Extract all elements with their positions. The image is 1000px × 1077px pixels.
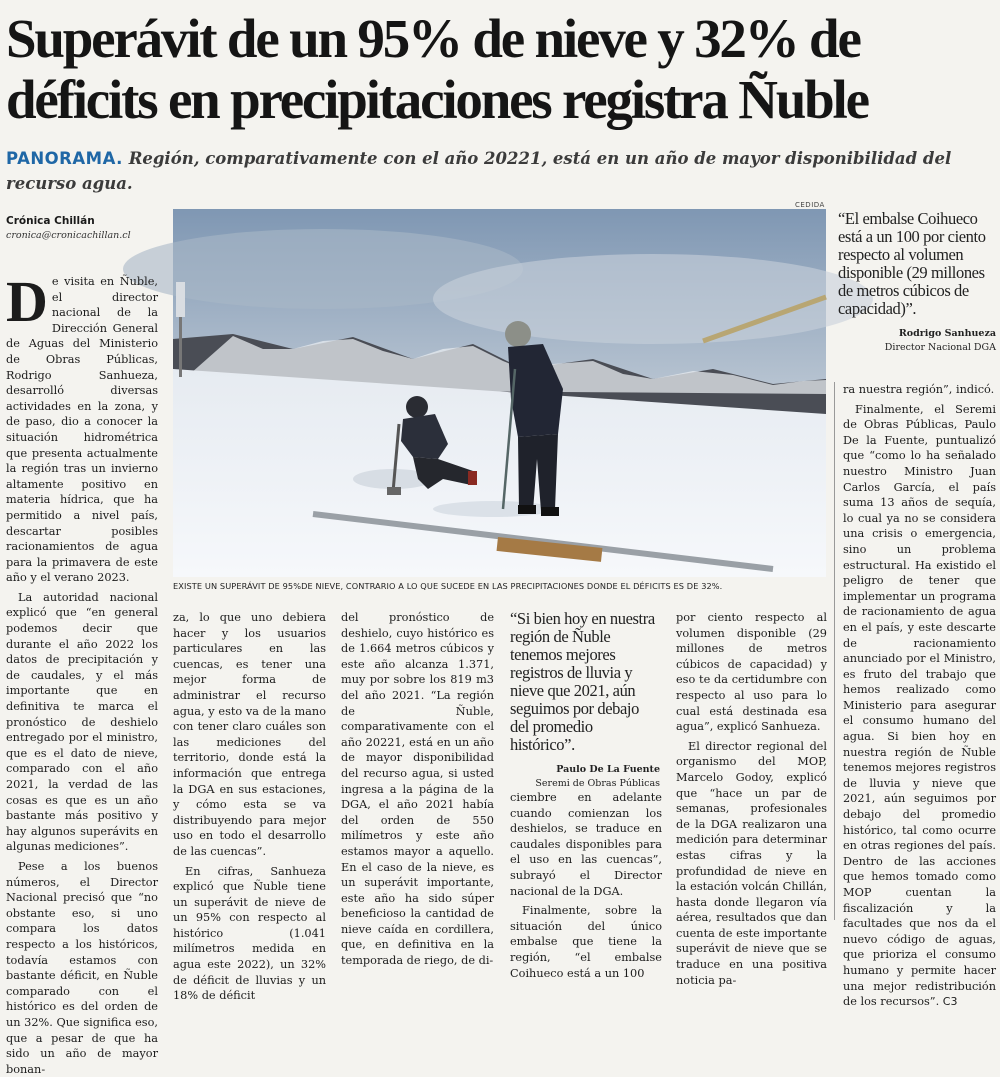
body-paragraph: por ciento respecto al volumen disponible (29 millones de metros cúbicos de capacidad) y eso te da certidumbre con respecto al uso para lo cual está destinada esa agua”, explicó Sanhueza. [676, 611, 827, 734]
body-paragraph: del pronóstico de deshielo, cuyo histórico es de 1.664 metros cúbicos y este año alcanza 1.371, muy por sobre los 819 m3 del año 2021. “La región de Ñuble, comparativamente con el año 20221, está en un año de mayor disponibilidad del recurso agua, si usted ingresa a la página de la DGA, el año 2021 había del orden de 550 milímetros y este año estamos mayor a aquello. En el caso de la nieve, es un superávit importante, este año ha sido súper beneficioso la cantidad de nieve caída en cordillera, que, en definitiva en la temporada de riego, de di- [341, 611, 494, 968]
headline-line-2: déficits en precipitaciones registra Ñuble [6, 69, 868, 130]
pull-quote-name: Paulo De La Fuente [556, 764, 660, 775]
body-paragraph: Finalmente, sobre la situación del único embalse que tiene la región, “el embalse Coihueco está a un 100 [510, 904, 662, 980]
pull-quote-sanhueza [838, 210, 996, 353]
body-column-2 [173, 610, 326, 1003]
byline-email[interactable]: cronica@cronicachillan.cl [6, 230, 131, 241]
headline-line-1: Superávit de un 95% de nieve y 32% de [6, 8, 860, 69]
end-mark-icon: C3 [942, 995, 958, 1009]
lead-paragraph [6, 146, 966, 196]
body-column-1 [6, 269, 158, 1076]
body-paragraph: Finalmente, el Seremi de Obras Públicas, Paulo De la Fuente, puntualizó que “como lo ha señalado nuestro Ministro Juan Carlos García, el país suma 13 años de sequía, lo cual ya no se considera una crisis o emergencia, sino un problema estructural. Ha existido el peligro de tener que implementar un programa de racionamiento de agua en el país, y este descarte de racionamiento anunciado por el Ministro, es fruto del trabajo que hemos realizado como Ministerio para asegurar el consumo humano del agua. Si bien hoy en nuestra región de Ñuble tenemos mejores registros de lluvia y nieve que 2021, aún seguimos por debajo del promedio histórico, tal como ocurre en otras regiones del país. Dentro de las acciones que hemos tomado como MOP cuentan la fiscalización y la facultades que nos da el nuevo código de aguas, que prioriza el consumo humano y permite hacer una mejor redistribución de los recursos”. C3 [843, 402, 996, 1009]
drop-cap: D [6, 269, 48, 334]
body-paragraph: ciembre en adelante cuando comienzan los deshielos, se traduce en caudales disponibles para el uso en las cuencas”, subrayó el Director nacional de la DGA. [510, 791, 662, 898]
pull-quote-role: Director Nacional DGA [884, 342, 996, 353]
pull-quote-text: “Si bien hoy en nuestra región de Ñuble tenemos mejores registros de lluvia y nieve que 2021, aún seguimos por debajo del promedio histórico”. [510, 609, 655, 754]
pull-quote-name: Rodrigo Sanhueza [898, 328, 996, 339]
photo-caption: EXISTE UN SUPERÁVIT DE 95%DE NIEVE, CONTRARIO A LO QUE SUCEDE EN LAS PRECIPITACIONES DONDE EL DÉFICITS ES DE 32%. [173, 581, 723, 591]
pull-quote-text: “El embalse Coihueco está a un 100 por ciento respecto al volumen disponible (29 millones de metros cúbicos de capacidad)”. [838, 209, 986, 318]
byline-author: Crónica Chillán [6, 215, 95, 227]
body-column-6 [843, 382, 996, 1009]
snow-field-illustration [173, 209, 826, 577]
body-column-3 [341, 610, 494, 968]
headline [6, 8, 996, 130]
body-paragraph: El director regional del organismo del MOP, Marcelo Godoy, explicó que “hace un par de semanas, profesionales de la DGA realizaron una medición para determinar estas cifras y la profundidad de nieve en la estación volcán Chillán, hasta donde llegaron vía aérea, resultados que dan cuenta de este importante superávit de nieve que se traduce en una positiva noticia pa- [676, 739, 827, 987]
body-paragraph: ra nuestra región”, indicó. [843, 383, 995, 396]
body-paragraph: En cifras, Sanhueza explicó que Ñuble tiene un superávit de nieve de un 95% con respecto al histórico (1.041 milímetros medida en agua este 2022), un 32% de déficit de lluvias y un 18% de déficit [173, 864, 326, 1003]
pull-quote-delafuente [510, 610, 660, 789]
photo-credit: CEDIDA [795, 201, 825, 209]
article-photo [173, 209, 826, 577]
pull-quote-role: Seremi de Obras Públicas [535, 778, 660, 789]
body-paragraph: De visita en Ñuble, el director nacional de la Dirección General de Aguas del Ministerio de Obras Públicas, Rodrigo Sanhueza, desarrolló diversas actividades en la zona, y de paso, dio a conocer la situación hidrométrica que presenta actualmente la región tras un invierno altamente positivo en materia hídrica, que ha permitido a nivel país, descartar posibles racionamientos de agua para la primavera de este año y el verano 2023. [6, 269, 158, 585]
body-column-4 [510, 790, 662, 980]
lead-text: Región, comparativamente con el año 20221, está en un año de mayor disponibilidad del recurso agua. [6, 149, 952, 193]
body-paragraph: Pese a los buenos números, el Director Nacional precisó que “no obstante eso, si uno compara los datos respecto a los históricos, todavía estamos con bastante déficit, en Ñuble comparado con el histórico es del orden de un 32%. Que significa eso, que a pesar de que ha sido un año de mayor bonan- [6, 859, 158, 1076]
body-paragraph: La autoridad nacional explicó que “en general podemos decir que durante el año 2022 los datos de precipitación y de caudales, y el más importante que en definitiva te marca el pronóstico de deshielo entregado por el ministro, que es el dato de nieve, comparado con el año 2021, la verdad de las cosas es que es un año bastante más positivo y hay algunos superávits en algunas mediciones”. [6, 590, 158, 854]
section-kicker: PANORAMA. [6, 149, 123, 168]
body-paragraph: za, lo que uno debiera hacer y los usuarios particulares en las cuencas, es tener una mejor forma de administrar el recurso agua, y esto va de la mano con tener claro cuáles son las mediciones del territorio, donde está la información que entrega la DGA en sus estaciones, y cómo esta se va distribuyendo para mejor uso en todo el desarrollo de las cuencas”. [173, 611, 326, 858]
column-divider [834, 382, 835, 920]
body-column-5 [676, 610, 827, 987]
